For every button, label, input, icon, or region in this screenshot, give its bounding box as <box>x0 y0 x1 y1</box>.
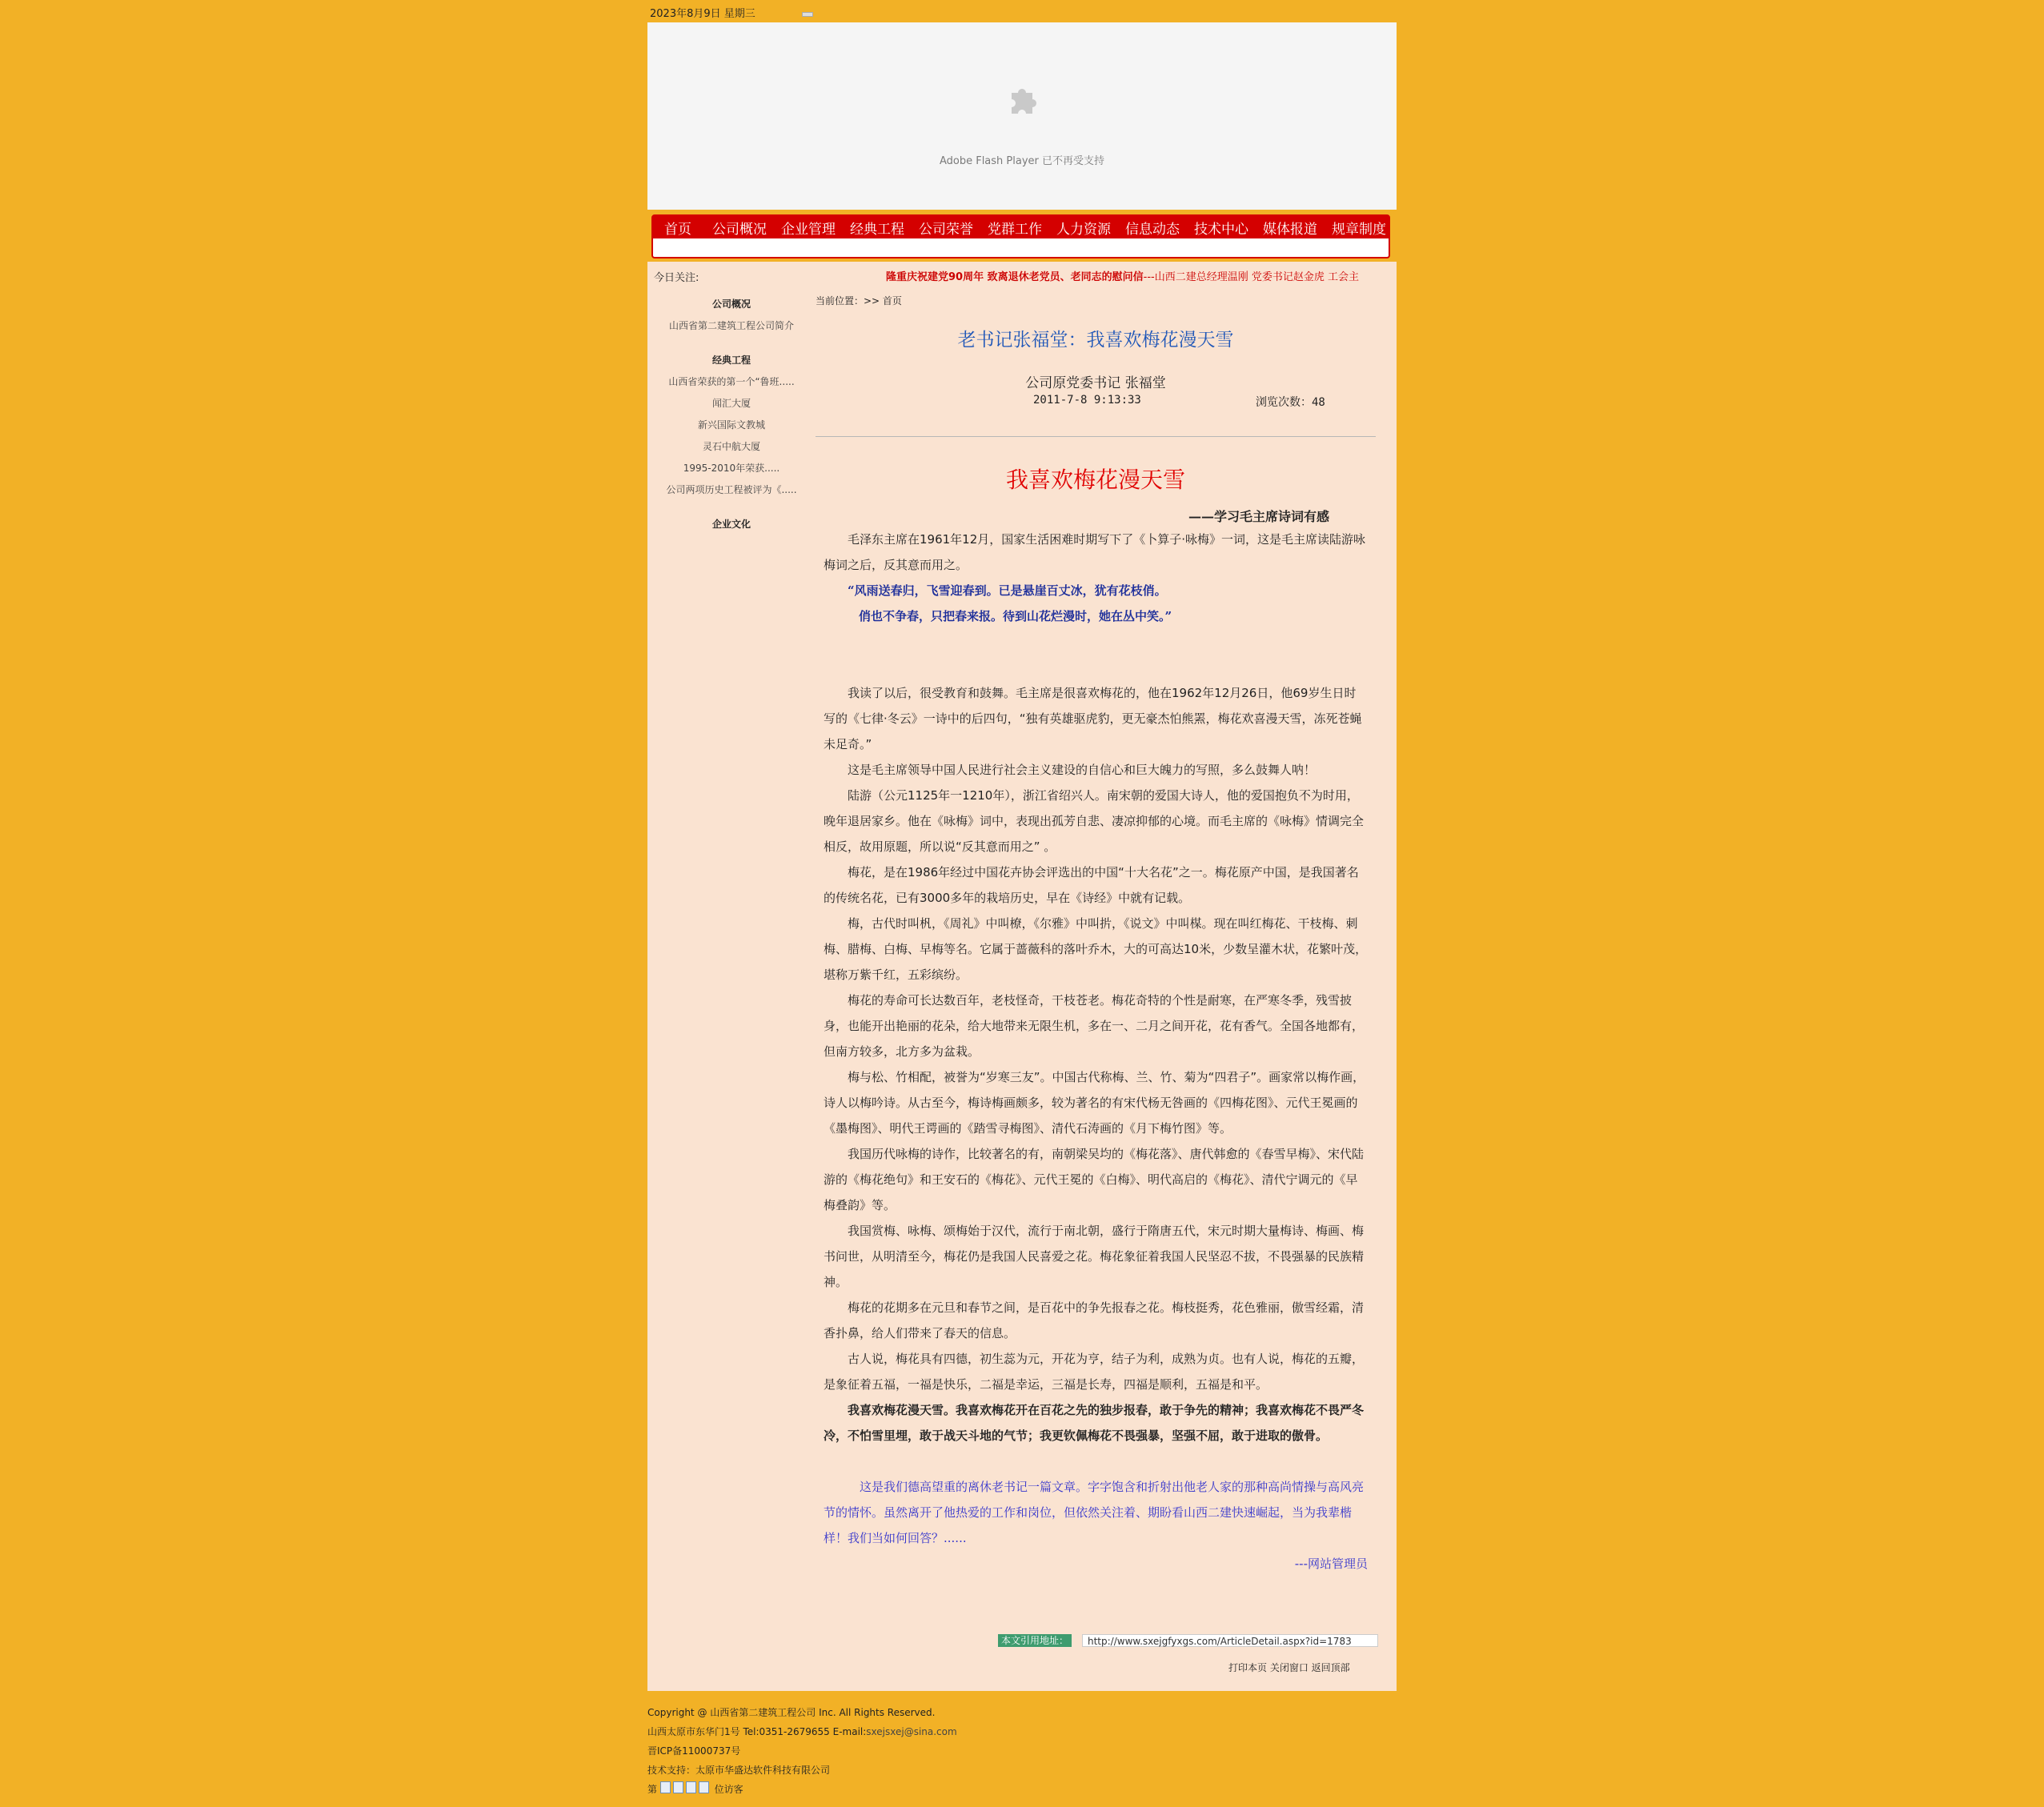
counter-digits <box>660 1781 711 1800</box>
plugin-icon <box>1005 82 1039 115</box>
sidebar-heading-company[interactable]: 公司概况 <box>711 298 751 310</box>
view-count-label: 浏览次数： <box>1256 396 1312 409</box>
sidebar-link[interactable]: 灵石中航大厦 <box>702 441 760 452</box>
editor-signature: ---网站管理员 <box>1294 1557 1368 1571</box>
essay-title: 我喜欢梅花漫天雪 <box>1005 467 1185 493</box>
main-nav <box>653 216 1389 238</box>
sidebar-link[interactable]: 山西省第二建筑工程公司简介 <box>668 320 794 331</box>
paragraph: 梅花，是在1986年经过中国花卉协会评选出的中国“十大名花”之一。梅花原产中国，是我国著名的传统名花，已有3000多年的栽培历史，早在《诗经》中就有记载。 <box>824 865 1359 905</box>
article-body <box>824 527 1368 1577</box>
paragraph: 我读了以后，很受教育和鼓舞。毛主席是很喜欢梅花的，他在1962年12月26日，他69岁生日时写的《七律·冬云》一诗中的后四句，“独有英雄驱虎豹，更无豪杰怕熊罴，梅花欢喜漫天雪，冻死苍蝇未足奇。” <box>824 686 1362 751</box>
visitor-suffix: 位访客 <box>714 1784 743 1795</box>
sidebar-heading-projects[interactable]: 经典工程 <box>711 355 751 366</box>
paragraph: 这是毛主席领导中国人民进行社会主义建设的自信心和巨大魄力的写照，多么鼓舞人呐！ <box>848 763 1317 777</box>
sidebar-link[interactable]: 山西省荣获的第一个“鲁班..... <box>668 376 795 387</box>
divider <box>816 436 1376 437</box>
news-ticker[interactable] <box>886 268 1390 283</box>
current-date: 2023年8月9日 星期三 <box>650 8 755 20</box>
nav-bar <box>651 214 1390 258</box>
nav-company-overview[interactable]: 公司概况 <box>712 221 767 238</box>
poem-verse: 俏也不争春，只把春来报。待到山花烂漫时，她在丛中笑。” <box>859 609 1172 623</box>
paragraph: 毛泽东主席在1961年12月，国家生活困难时期写下了《卜算子·咏梅》一词，这是毛主席读陆游咏梅词之后，反其意而用之。 <box>824 532 1366 572</box>
page-actions[interactable]: 打印本页 关闭窗口 返回顶部 <box>1228 1662 1350 1673</box>
paragraph: 我国赏梅、咏梅、颂梅始于汉代，流行于南北朝，盛行于隋唐五代，宋元时期大量梅诗、梅画、梅书问世，从明清至今，梅花仍是我国人民喜爱之花。梅花象征着我国人民坚忍不拔，不畏强暴的民族精神。 <box>824 1224 1365 1289</box>
paragraph: 我国历代咏梅的诗作，比较著名的有，南朝梁吴均的《梅花落》、唐代韩愈的《春雪早梅》、宋代陆游的《梅花绝句》和王安石的《梅花》、元代王冕的《白梅》、明代高启的《梅花》、清代宁调元的《早梅叠韵》等。 <box>824 1147 1365 1212</box>
email-link[interactable]: sxejsxej@sina.com <box>866 1726 957 1737</box>
tech-support: 技术支持：太原市华盛达软件科技有限公司 <box>647 1765 831 1776</box>
sidebar-link[interactable]: 公司两项历史工程被评为《..... <box>666 484 797 495</box>
flash-banner <box>647 22 1397 210</box>
nav-classic-projects[interactable]: 经典工程 <box>850 221 904 238</box>
contact-line <box>647 1722 957 1741</box>
view-count-value: 48 <box>1312 396 1325 409</box>
nav-party-work[interactable]: 党群工作 <box>988 221 1042 238</box>
editor-note: 这是我们德高望重的离休老书记一篇文章。字字饱含和折射出他老人家的那种高尚情操与高风亮节的情怀。虽然离开了他热爱的工作和岗位，但依然关注着、期盼看山西二建快速崛起，当为我辈楷样！我们当如何回答？...... <box>824 1480 1365 1545</box>
essay-subtitle: ——学习毛主席诗词有感 <box>1188 509 1330 524</box>
nav-home[interactable]: 首页 <box>664 221 691 238</box>
nav-news[interactable]: 信息动态 <box>1125 221 1180 238</box>
footer <box>647 1703 957 1800</box>
paragraph: 梅花的寿命可长达数百年，老枝怪奇，干枝苍老。梅花奇特的个性是耐寒，在严寒冬季，残雪披身，也能开出艳丽的花朵，给大地带来无限生机，多在一、二月之间开花，花有香气。全国各地都有，但南方较多，北方多为盆栽。 <box>824 993 1365 1059</box>
sidebar-link[interactable]: 闻汇大厦 <box>711 398 751 409</box>
page <box>647 0 1397 1807</box>
nav-honors[interactable]: 公司荣誉 <box>919 221 973 238</box>
breadcrumb: 当前位置：>> 首页 <box>816 295 902 307</box>
ticker-headline-rest[interactable]: ---山西二建总经理温刚 党委书记赵金虎 工会主 <box>1143 271 1359 283</box>
paragraph: 梅与松、竹相配，被誉为“岁寒三友”。中国古代称梅、兰、竹、菊为“四君子”。画家常以梅作画，诗人以梅吟诗。从古至今，梅诗梅画颇多，较为著名的有宋代杨无咎画的《四梅花图》、元代王冕画的《墨梅图》、明代王谔画的《踏雪寻梅图》、清代石涛画的《月下梅竹图》等。 <box>824 1070 1365 1136</box>
nav-regulations[interactable]: 规章制度 <box>1332 221 1386 238</box>
nav-tech-center[interactable]: 技术中心 <box>1194 221 1248 238</box>
nav-media[interactable]: 媒体报道 <box>1263 221 1317 238</box>
reference-url-field[interactable]: http://www.sxejgfyxgs.com/ArticleDetail.aspx?id=1783 <box>1082 1634 1378 1647</box>
visitor-counter <box>647 1780 957 1800</box>
today-focus-label: 今日关注: <box>654 272 699 284</box>
paragraph: 陆游（公元1125年一1210年），浙江省绍兴人。南宋朝的爱国大诗人，他的爱国抱负不为时用，晚年退居家乡。他在《咏梅》词中，表现出孤芳自悲、凄凉抑郁的心境。而毛主席的《咏梅》情调完全相反，故用原题，所以说“反其意而用之” 。 <box>824 788 1365 854</box>
paragraph: 古人说，梅花具有四德，初生蕊为元，开花为亨，结子为利，成熟为贞。也有人说，梅花的五瓣，是象征着五福，一福是快乐，二福是幸运，三福是长寿，四福是顺利，五福是和平。 <box>824 1352 1365 1392</box>
content-area <box>647 262 1397 1691</box>
copyright: Copyright @ 山西省第二建筑工程公司 Inc. All Rights Reserved. <box>647 1707 936 1718</box>
nav-management[interactable]: 企业管理 <box>781 221 836 238</box>
small-image-icon <box>802 12 813 17</box>
view-count <box>1256 394 1325 410</box>
flash-unsupported-message: Adobe Flash Player 已不再受支持 <box>939 155 1105 167</box>
sidebar <box>647 294 816 531</box>
paragraph: 梅，古代时叫杋，《周礼》中叫橑，《尔雅》中叫扸，《说文》中叫楳。现在叫红梅花、干枝梅、刺梅、腊梅、白梅、早梅等名。它属于蔷薇科的落叶乔木，大的可高达10米，少数呈灌木状，花繁叶茂，堪称万紫千红，五彩缤纷。 <box>824 916 1368 982</box>
icp-number[interactable]: 晋ICP备11000737号 <box>647 1745 741 1757</box>
sidebar-link[interactable]: 新兴国际文教城 <box>697 419 765 431</box>
paragraph: 梅花的花期多在元旦和春节之间，是百花中的争先报春之花。梅枝挺秀，花色雅丽，傲雪经霜，清香扑鼻，给人们带来了春天的信息。 <box>824 1300 1365 1340</box>
reference-label: 本文引用地址： <box>998 1634 1072 1647</box>
date-line <box>650 5 813 20</box>
sidebar-link[interactable]: 1995-2010年荣获..... <box>683 463 780 474</box>
article-title: 老书记张福堂：我喜欢梅花漫天雪 <box>957 330 1234 351</box>
address: 山西太原市东华门1号 Tel:0351-2679655 E-mail: <box>647 1726 867 1737</box>
sidebar-heading-culture[interactable]: 企业文化 <box>711 519 751 530</box>
visitor-prefix: 第 <box>647 1784 658 1795</box>
poem-verse: “风雨送春归，飞雪迎春到。已是悬崖百丈冰，犹有花枝俏。 <box>848 583 1167 598</box>
nav-human-resources[interactable]: 人力资源 <box>1056 221 1111 238</box>
article-date: 2011-7-8 9:13:33 <box>1033 394 1141 407</box>
article-author: 公司原党委书记 张福堂 <box>1025 375 1166 391</box>
paragraph-emphasis: 我喜欢梅花漫天雪。我喜欢梅花开在百花之先的独步报春，敢于争先的精神；我喜欢梅花不畏严冬冷，不怕雪里埋，敢于战天斗地的气节；我更钦佩梅花不畏强暴，坚强不屈，敢于进取的傲骨。 <box>824 1403 1365 1443</box>
ticker-headline[interactable]: 隆重庆祝建党90周年 致离退休老党员、老同志的慰问信 <box>886 271 1144 283</box>
